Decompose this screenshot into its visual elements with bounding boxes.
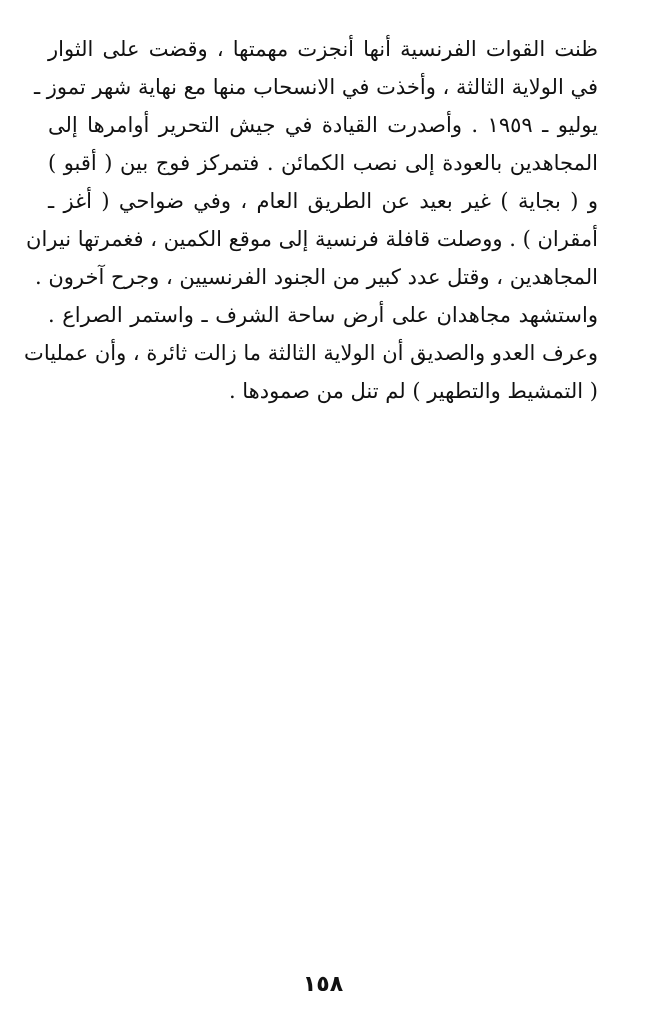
text-line: أمقران ) . ووصلت قافلة فرنسية إلى موقع الكمين ، فغمرتها نيران bbox=[26, 227, 598, 251]
text-line: ظنت القوات الفرنسية أنها أنجزت مهمتها ، وقضت على الثوار bbox=[48, 37, 598, 61]
text-line: و ( بجاية ) غير بعيد عن الطريق العام ، وفي ضواحي ( أغز ـ bbox=[48, 189, 598, 213]
body-text bbox=[24, 30, 598, 410]
text-line: في الولاية الثالثة ، وأخذت في الانسحاب منها مع نهاية شهر تموز ـ bbox=[33, 75, 598, 99]
text-line: ( التمشيط والتطهير ) لم تنل من صمودها . bbox=[228, 379, 598, 403]
page-number: ١٥٨ bbox=[302, 972, 344, 997]
text-line: يوليو ـ ١٩٥٩ . وأصدرت القيادة في جيش التحرير أوامرها إلى bbox=[48, 113, 598, 137]
text-line: المجاهدين بالعودة إلى نصب الكمائن . فتمركز فوج بين ( أقبو ) bbox=[48, 151, 598, 175]
text-line: واستشهد مجاهدان على أرض ساحة الشرف ـ واستمر الصراع . bbox=[48, 303, 598, 327]
text-line: وعرف العدو والصديق أن الولاية الثالثة ما زالت ثائرة ، وأن عمليات bbox=[24, 341, 598, 365]
text-line: المجاهدين ، وقتل عدد كبير من الجنود الفرنسيين ، وجرح آخرون . bbox=[35, 265, 598, 289]
